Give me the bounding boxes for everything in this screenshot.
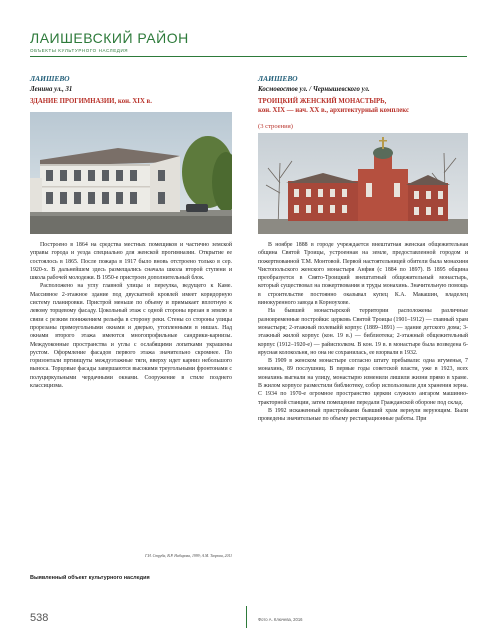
left-entry-address: Ленина ул., 31 [30,86,73,93]
page-number: 538 [30,612,49,624]
right-entry-address: Космовостов ул. / Чернышевского ул. [258,86,370,93]
right-paragraph: В ноябре 1888 в городе учреждается внештатная женская общежительная община Святой Троицы, устроенная на земле, предоставленной городом и пожертвованной Т.М. Монтовой. Первой настоятельницей обители была монахиня Чистопольского женского монастыря Анфия (с 1884 по 1897). В 1895 община преобразуется в Свято-Троицкий внештатный общежительный монастырь, который существовал на пожертвования и труды монахинь. Значительную помощь в строительстве постоянно оказывал купец К.А. Макашин, владелец винокуренного завода в Корноухове. [258,242,468,307]
left-paragraph: Расположено на углу главной улицы и переулка, ведущего к Каме. Массивное 2-этажное здание под двускатной кровлей имеет коридорную систему планировки. Пристрой меньше по объему и примыкает вплотную к левому торцевому фасаду. Цокольный этаж с одной стороны врезан в землю в связи с резким понижением рельефа в сторону реки. Стены со стороны улицы прорезаны прямоугольными окнами и дверью, утопленными в нишах. Над окнами второго этажа имеются многопрофильные сандрики-карнизы. Междуоконные пространства и углы с ослабящими лопатками украшены рустом. Оформление фасадов первого этажа значительно скромнее. По горизонтали пртиищуты междуэтажные тяги, вверху идет карниз небольшого выноса. Торцовые фасады завершаются высокими треугольными фронтонами с полуциркульными чердачными окнами. Сооружение в стиле позднего классицизма. [30,283,232,390]
right-entry-note: (3 строения) [258,123,293,130]
right-paragraph: В 1909 в женском монастыре согласно штату пребывали: одна игуменья, 7 монахинь, 89 послушниц. В первые годы советской власти, уже в 1923, всех монахинь выгнали на улицу, монастырю изменили лишили жизни прямо в храме. В жилом корпусе разместили библиотеку, собор использовали для хранения зерна. С 1934 по 1970-е огромное пространство церкви служило ангаром машинно-тракторной станции, затем помещение передали Гражданской обороне под склад. [258,358,468,406]
left-entry-place: ЛАИШЕВО [30,74,70,83]
section-subtitle: ОБЪЕКТЫ КУЛЬТУРНОГО НАСЛЕДИЯ [30,48,129,53]
header-rule [30,56,467,57]
right-entry-name-line1: ТРОИЦКИЙ ЖЕНСКИЙ МОНАСТЫРЬ, [258,98,387,105]
left-paragraph: Построено в 1864 на средства местных помещиков и частично земской управы города и уезда специально для женской прогимназии. Открытие ее состоялось в 1865. После пожара в 1917 было вновь отстроено только в сер. 1920-х. В дальнейшем здесь размещались сначала школа второй ступени и школа рабочей молодежи. В 1950-е пристроен дополнительный блок. [30,242,232,282]
section-title: ЛАИШЕВСКИЙ РАЙОН [30,30,189,46]
right-paragraph: В 1992 искаженный пристройками бывший храм вернули верующим. Были проведены значительные по объему реставрационные работы. При [258,407,468,423]
right-entry-body [258,241,468,424]
left-entry-name: ЗДАНИЕ ПРОГИМНАЗИИ, кон. XIX в. [30,98,152,105]
footer-divider [246,606,247,628]
right-photo-monastery [258,133,468,234]
left-entry-body [30,241,232,390]
left-photo-building [30,112,232,234]
right-entry-name-line2: кон. XIX — нач. XX в., архитектурный комплекс [258,107,410,114]
heritage-status-tag: Выявленный объект культурного наследия [30,575,150,581]
right-entry-place: ЛАИШЕВО [258,74,298,83]
photo-credit: Фото А. Ключева, 2016 [258,617,303,622]
left-author-caption: Г.Н. Струба, В.Р. Набирова, 1999; А.М. Тазрова, 2011 [145,554,232,558]
right-paragraph: На бывшей монастырской территории расположены различные разновременные постройки: церковь Святой Троицы (1901–1912) — главный храм монастыря; 2-этажный полевыйй корпус (1889–1891) — здание детского дома; 3-этажный жилой корпус (кон. 19 в.) — библиотека; 2-этажный общежительный корпус (1912–1920-е) — райисполком. В кон. 19 в. в монастыре была возведена 6-ярусная колокольня, но она не сохранилась, ее взорвали в 1932. [258,308,468,356]
